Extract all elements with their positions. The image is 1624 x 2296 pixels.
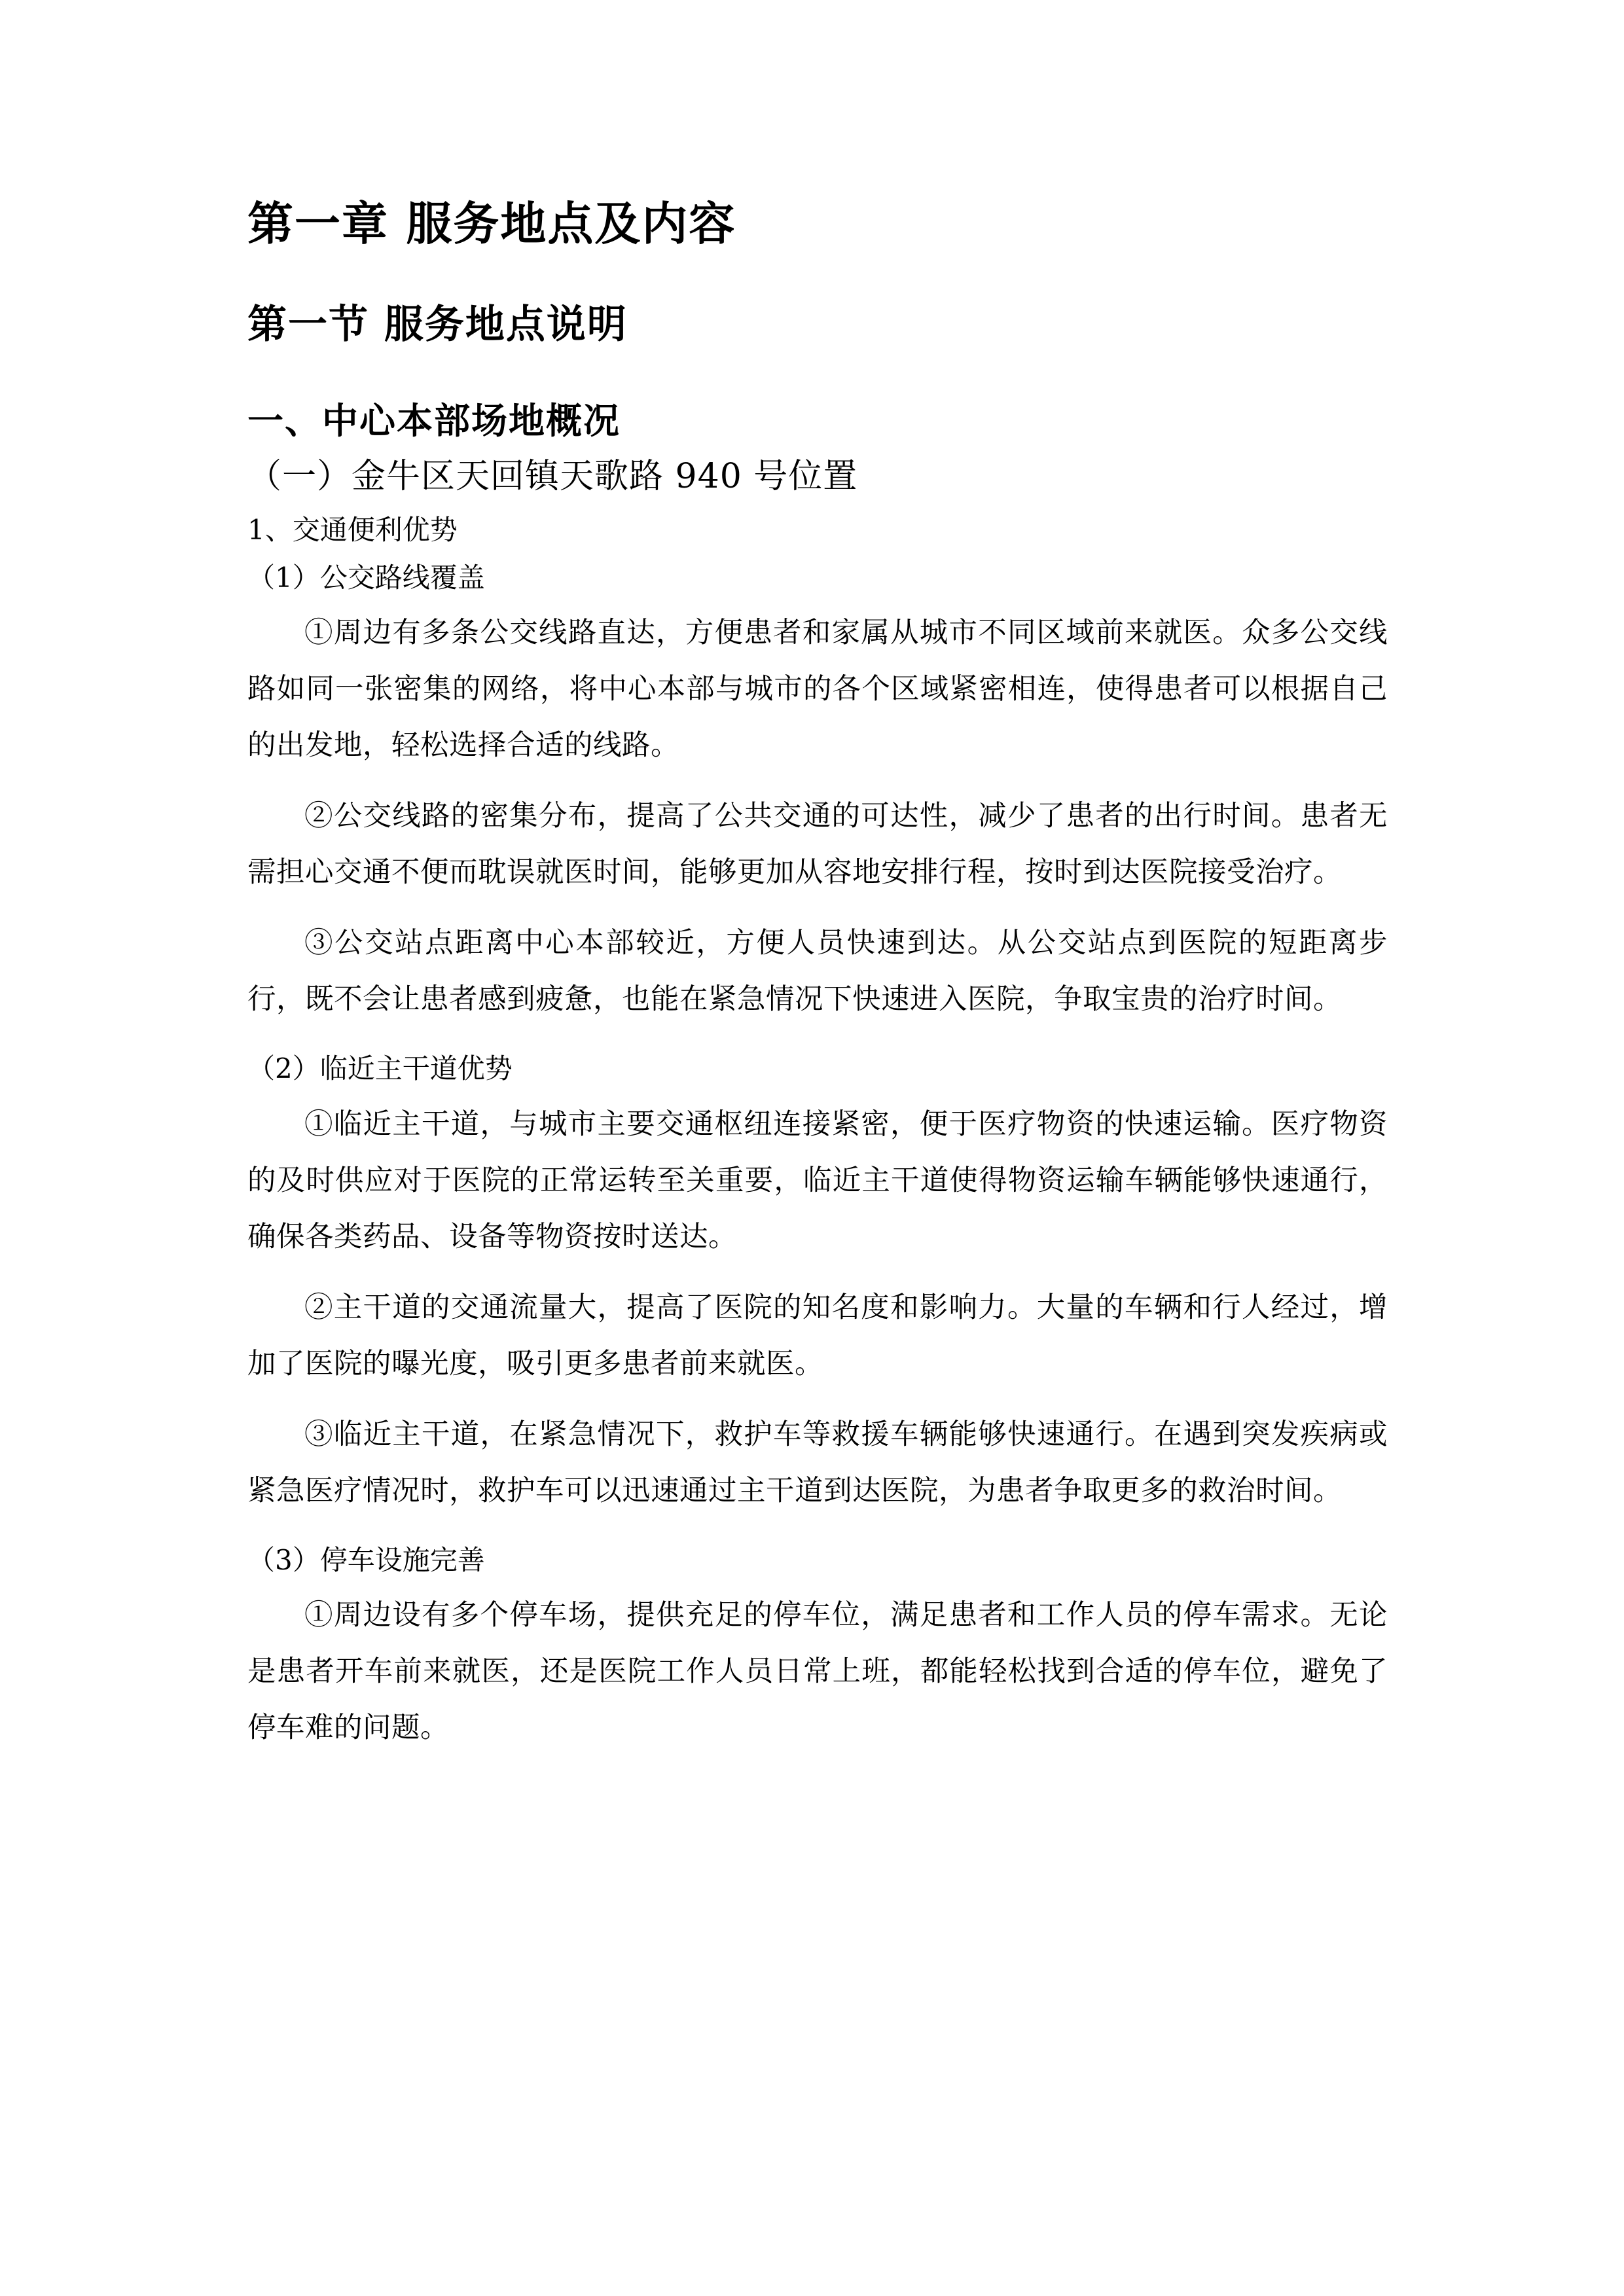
location-title: （一）金牛区天回镇天歌路 940 号位置: [247, 457, 858, 496]
chapter-title: 第一章 服务地点及内容: [247, 197, 736, 251]
group-heading-main-road: （2）临近主干道优势: [247, 1052, 513, 1085]
paragraph: ①周边设有多个停车场，提供充足的停车位，满足患者和工作人员的停车需求。无论是患者开车前来就医，还是医院工作人员日常上班，都能轻松找到合适的停车位，避免了停车难的问题。: [247, 1599, 1388, 1745]
section-title: 第一节 服务地点说明: [247, 302, 628, 348]
paragraph: ③临近主干道，在紧急情况下，救护车等救援车辆能够快速通行。在遇到突发疾病或紧急医疗情况时，救护车可以迅速通过主干道到达医院，为患者争取更多的救治时间。: [247, 1418, 1388, 1507]
group-heading-bus-routes: （1）公交路线覆盖: [247, 561, 485, 594]
document-body: [247, 196, 1388, 1770]
subsection-title: 一、中心本部场地概况: [247, 400, 621, 442]
paragraph: ③公交站点距离中心本部较近，方便人员快速到达。从公交站点到医院的短距离步行，既不会让患者感到疲惫，也能在紧急情况下快速进入医院，争取宝贵的治疗时间。: [247, 927, 1388, 1016]
topic-title: 1、交通便利优势: [247, 514, 458, 546]
paragraph: ①周边有多条公交线路直达，方便患者和家属从城市不同区域前来就医。众多公交线路如同一张密集的网络，将中心本部与城市的各个区域紧密相连，使得患者可以根据自己的出发地，轻松选择合适的线路。: [247, 617, 1388, 762]
spacer: [247, 1042, 1388, 1051]
paragraph: ②主干道的交通流量大，提高了医院的知名度和影响力。大量的车辆和行人经过，增加了医院的曝光度，吸引更多患者前来就医。: [247, 1291, 1388, 1380]
spacer: [247, 1534, 1388, 1543]
paragraph: ②公交线路的密集分布，提高了公共交通的可达性，减少了患者的出行时间。患者无需担心交通不便而耽误就医时间，能够更加从容地安排行程，按时到达医院接受治疗。: [247, 800, 1388, 889]
paragraph: ①临近主干道，与城市主要交通枢纽连接紧密，便于医疗物资的快速运输。医疗物资的及时供应对于医院的正常运转至关重要，临近主干道使得物资运输车辆能够快速通行，确保各类药品、设备等物资按时送达。: [247, 1107, 1388, 1253]
group-heading-parking: （3）停车设施完善: [247, 1543, 485, 1576]
